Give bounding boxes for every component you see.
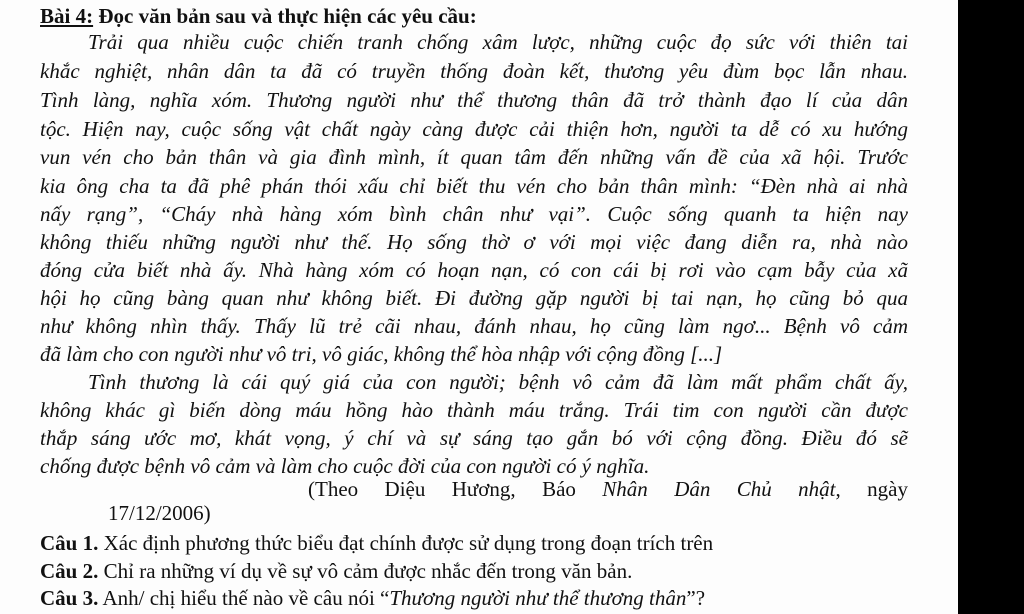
passage-line: như không nhìn thấy. Thấy lũ trẻ cãi nhau, đánh nhau, họ cũng làm ngơ... Bệnh vô cảm bbox=[40, 314, 908, 338]
passage-line: vun vén cho bản thân và gia đình mình, ít quan tâm đến những vấn đề của xã hội. Trước bbox=[40, 145, 908, 169]
passage-line: Tình thương là cái quý giá của con người; bệnh vô cảm đã làm mất phẩm chất ấy, bbox=[88, 370, 908, 394]
source-open: (Theo Diệu Hương, Báo bbox=[308, 477, 603, 501]
source-publication: Nhân Dân Chủ nhật bbox=[602, 477, 836, 501]
question-label: Câu 2. bbox=[40, 559, 99, 583]
passage-line: chống được bệnh vô cảm và làm cho cuộc đời của con người có ý nghĩa. bbox=[40, 454, 650, 478]
passage-line: không thiếu những người như thế. Họ sống thờ ơ với mọi việc đang diễn ra, nhà nào bbox=[40, 230, 908, 254]
source-date: 17/12/2006) bbox=[108, 501, 211, 525]
question-3 bbox=[40, 585, 705, 611]
question-text: Xác định phương thức biểu đạt chính được sử dụng trong đoạn trích trên bbox=[98, 531, 714, 555]
passage-line: đã làm cho con người như vô tri, vô giác, không thể hòa nhập với cộng đồng [...] bbox=[40, 342, 723, 366]
question-text: Anh/ chị hiểu thế nào về câu nói “ bbox=[98, 586, 390, 610]
passage-line: nấy rạng”, “Cháy nhà hàng xóm bình chân như vại”. Cuộc sống quanh ta hiện nay bbox=[40, 202, 908, 226]
question-label: Câu 3. bbox=[40, 586, 99, 610]
passage-line: khắc nghiệt, nhân dân ta đã có truyền thống đoàn kết, thương yêu đùm bọc lẫn nhau. bbox=[40, 59, 908, 83]
question-2 bbox=[40, 558, 632, 584]
exercise-instruction: Đọc văn bản sau và thực hiện các yêu cầu: bbox=[93, 4, 477, 28]
exercise-label: Bài 4: bbox=[40, 4, 94, 28]
exercise-heading bbox=[40, 3, 477, 29]
passage-line: Trải qua nhiều cuộc chiến tranh chống xâm lược, những cuộc đọ sức với thiên tai bbox=[88, 30, 908, 54]
source-citation bbox=[308, 476, 908, 502]
question-1 bbox=[40, 530, 713, 556]
question-end: ”? bbox=[686, 586, 706, 610]
passage-line: đóng cửa biết nhà ấy. Nhà hàng xóm có hoạn nạn, có con cái bị rơi vào cạm bẫy của xã bbox=[40, 258, 908, 282]
question-label: Câu 1. bbox=[40, 531, 99, 555]
question-quote: Thương người như thể thương thân bbox=[389, 586, 687, 610]
passage-line: tộc. Hiện nay, cuộc sống vật chất ngày càng được cải thiện hơn, người ta dễ có xu hướng bbox=[40, 117, 908, 141]
passage-line: kia ông cha ta đã phê phán thói xấu chỉ biết thu vén cho bản thân mình: “Đèn nhà ai nhà bbox=[40, 174, 908, 198]
passage-line: không khác gì biến dòng máu hồng hào thành máu trắng. Trái tim con người cần được bbox=[40, 398, 908, 422]
dark-border bbox=[958, 0, 1024, 614]
passage-line: thắp sáng ước mơ, khát vọng, ý chí và sự sáng tạo gắn bó với cộng đồng. Điều đó sẽ bbox=[40, 426, 908, 450]
source-close: , ngày bbox=[835, 477, 908, 501]
passage-line: hội họ cũng bàng quan như không biết. Đi đường gặp người bị tai nạn, họ cũng bỏ qua bbox=[40, 286, 908, 310]
passage-line: Tình làng, nghĩa xóm. Thương người như thể thương thân đã trở thành đạo lí của dân bbox=[40, 88, 908, 112]
question-text: Chỉ ra những ví dụ về sự vô cảm được nhắc đến trong văn bản. bbox=[98, 559, 633, 583]
